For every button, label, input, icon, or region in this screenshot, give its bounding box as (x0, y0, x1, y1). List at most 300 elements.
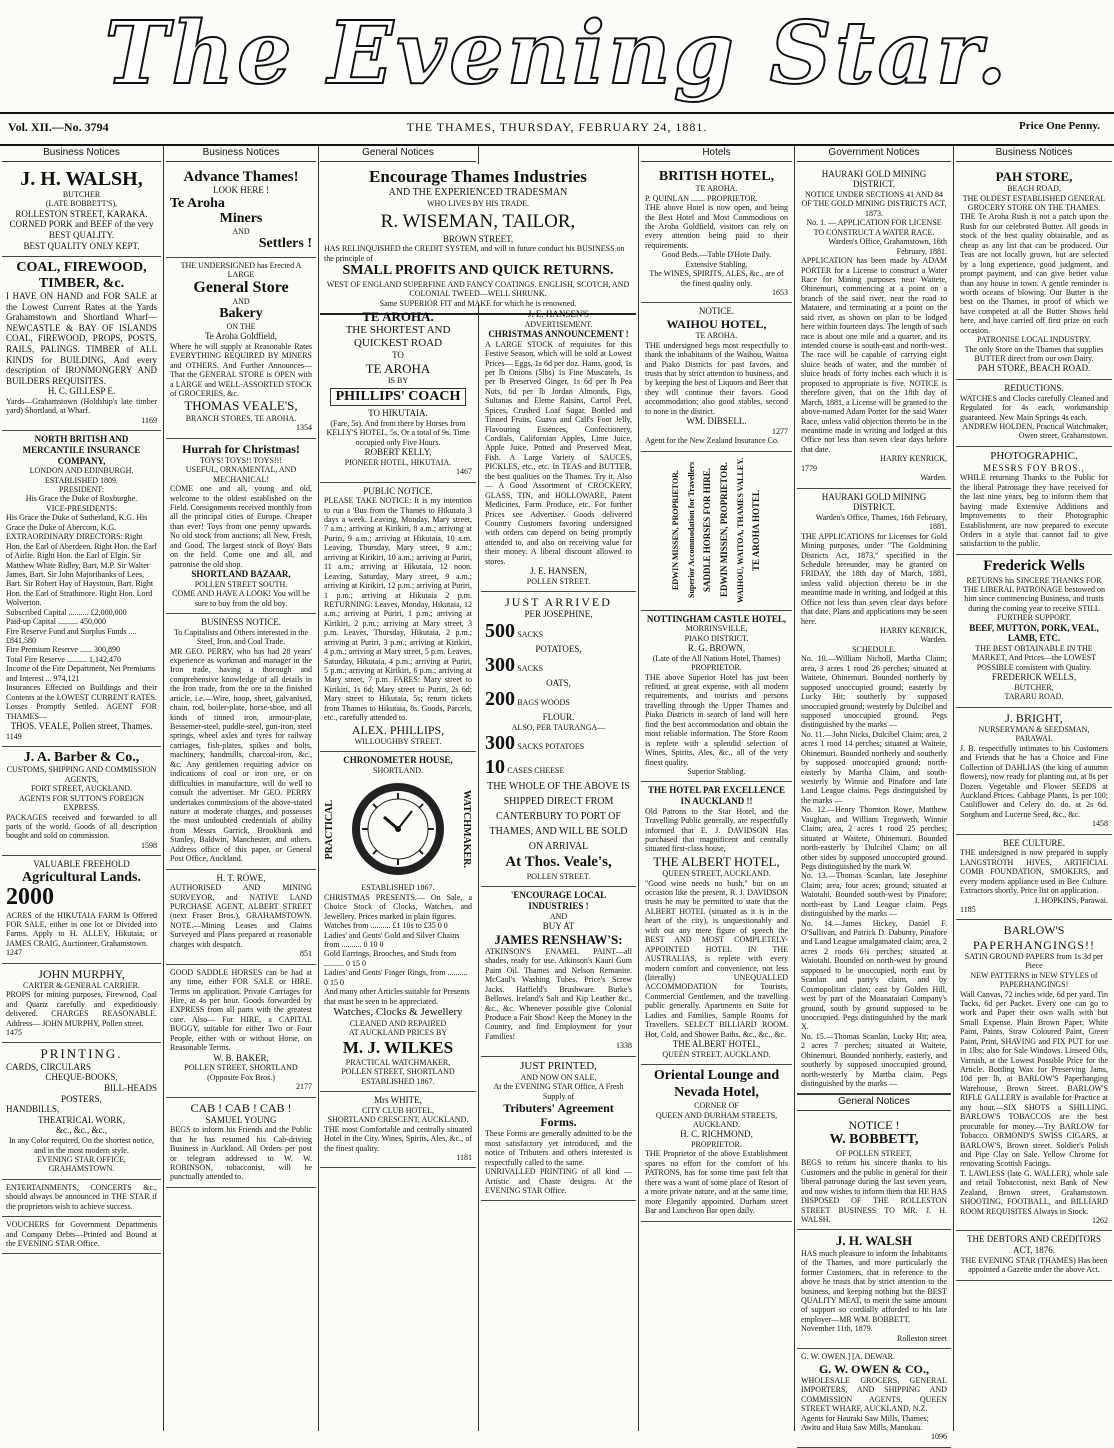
ad-body: THE most Comfortable and centrally situated Hotel in the City. Wines, Spirits, Ales, &c., of the finest quality. (324, 1124, 472, 1153)
masthead-title: The Evening Star. (104, 3, 1010, 104)
ad-signature: HARRY KENRICK, (880, 626, 947, 636)
ad-line: BUY AT (542, 920, 575, 931)
ad-title: PHOTOGRAPHIC. (990, 449, 1078, 462)
column-header: Business Notices (166, 146, 316, 162)
ad-title: Oriental Lounge and Nevada Hotel, (653, 1068, 780, 1100)
ad-line: THE SHORTEST AND (345, 324, 451, 337)
price-line: Ladies' and Gents' Gold and Silver Chains from .......... 0 10 0 (324, 930, 460, 949)
column-rule (638, 146, 639, 1431)
ad-body: THE undersigned begs most respectfully to thank the inhabitants of the Waihou, Waitoa and Piako Districts for past favors, and trusts that by strict attention to business, and by keeping the best of Liquors and Beer that they will continue their favors. Good accommodation; also good stables, second to none in the district. (645, 340, 788, 416)
ad-body: T. LAWLESS (late G. WALLER), whole sale and retail Tobacconist, next Bank of New Zealand, Brown street, Grahamstown. SHOOTING, FOOTBALL, and BILLIARD ROOM REQUISITES Always in Stock. (960, 1168, 1108, 1216)
ad-line: G. W. OWEN.] [A. DEWAR. (801, 1352, 895, 1362)
ad-line: SHORTLAND CRESCENT, AUCKLAND. (327, 1115, 469, 1125)
hansen-ad (481, 306, 636, 592)
column-7 (956, 146, 1112, 1431)
ad-signature: WM. DIBSELL. (686, 416, 747, 427)
column-rule (478, 146, 479, 1431)
column-header: General Notices (320, 146, 476, 162)
ad-line: TE AROHA. (695, 331, 738, 341)
ad-line: USEFUL, ORNAMENTAL, AND MECHANICAL! (185, 465, 297, 484)
clock-icon (348, 779, 448, 879)
ad-line: ROLLESTON STREET, KARAKA. (15, 208, 148, 219)
ad-body: MR GEO. PERRY, who has had 28 years' experience as workman and manager in the Iron trade, having a thorough and comprehensive knowledge of all details in the Iron trade, from the ore to the finished article, i.e.—Wire, hoop, sheet, galvanised, chain, rod, boiler-plate, horse-shoe, and all kinds of tinned iron, armour-plate, Bessemer-steel, puddle-steel, gun-iron, steel springs, wheel axles and tyres for railway carriages, fish-plates, spikes and bolts, machinery, handmills, charcoal-iron, &c., &c. Any gentlemen requiring advice on indications of coal or iron ore, or on difficulties in manufacture, will do well to consult the advertiser. Mr GEO. PERRY undertakes commissions of the above-stated nature at moderate charges, and possesses the most undoubted credentials of ability from Messrs Garrick, Brookbank and Stanley, Baldwin, Manchester, and others. Address office of this paper, or General Post Office, Auckland. (170, 646, 312, 864)
ad-title: J. E. HANSEN'S (527, 309, 590, 319)
ad-line: CITY CLUB HOTEL, (362, 1105, 434, 1115)
column-header: Hotels (641, 146, 792, 162)
ad-body: THE Proprietor of the above Establishment spares no effort for the comfort of his PATRONS, has for some time past felt that there was a want of some place of Resort of a more private nature, and at the same time, more Elegantly appointed. Durham street Bar and Luncheon Bar open daily. (645, 1149, 788, 1216)
ad-line: Watches, Clocks & Jewellery (333, 1006, 463, 1018)
vertical-line: WAIHOU, WAITOA, THAMES VALLEY. (735, 457, 745, 603)
ad-headline: Tributers' Agreement Forms. (503, 1101, 614, 1130)
ad-line: CLEANED AND REPAIRED (349, 1018, 447, 1028)
ad-line: HANDBILLS, (6, 1104, 60, 1115)
quantity: 300 (485, 654, 515, 677)
ad-line: SATIN GROUND PAPERS from 1s 3d per Piece (964, 951, 1104, 971)
ad-line: THEATRICAL WORK, (38, 1114, 125, 1125)
ad-line: POLLEN STREET SOUTH. (194, 579, 288, 589)
walsh-ad (2, 166, 161, 257)
ad-line: MESSRS FOY BROS., (983, 462, 1085, 473)
ad-title: J. A. Barber & Co., (23, 749, 140, 765)
ad-line: TE AROHA (365, 360, 431, 376)
ad-footer: BRANCH STORES, TE AROHA. (185, 413, 297, 423)
quantity: 10 (485, 755, 505, 778)
ad-line: WILLOUGHBY STREET. (354, 736, 442, 746)
schedule-item: No. 15.—Thomas Scanlan, Lucky Hit; area, 2 acres 7 perches; situated at Waitete, Ohinemuri. Bounded northerly, easterly, and southerly by supposed unoccupied ground, north-westerly by Martha claim. Pegs distinguished by the marks — (801, 1031, 947, 1089)
dateline (0, 112, 1114, 146)
land-ad (2, 856, 161, 963)
ad-line: AT AUCKLAND PRICES BY (348, 1028, 448, 1038)
ad-line: Settlers ! (258, 236, 312, 252)
ad-line: MORRINSVILLE, (685, 624, 748, 634)
hauraki-water-race-notice (797, 166, 951, 489)
ad-line: AND NOW ON SALE, (520, 1072, 597, 1082)
ad-number: 1262 (1092, 1216, 1108, 1226)
ad-line: CUSTOMS, SHIPPING AND COMMISSION AGENTS, (6, 765, 157, 784)
ad-title: HAURAKI GOLD MINING DISTRICT. (821, 491, 927, 513)
ad-footer: UNRIVALLED PRINTING of all kind —Artistic and Chaste designs. At the EVENING STAR Office. (485, 1167, 632, 1195)
reductions-ad (956, 380, 1112, 447)
coach-ad (320, 306, 476, 483)
quantity: 500 (485, 619, 515, 642)
unit: SACKS (517, 629, 544, 639)
ad-line: LOOK HERE ! (213, 185, 269, 196)
ad-title: NOTICE. (698, 306, 735, 317)
ad-line: TO HIKUTAIA. (368, 408, 428, 419)
ad-line: QUEEN STREET, AUCKLAND. (662, 869, 771, 879)
ad-line: At the EVENING STAR Office, A Fresh Supply of (493, 1082, 624, 1101)
unit: SACKS (517, 664, 544, 674)
schedule-item: No. 11.—John Nicks, Dulcibel Claim; area, 2 acres 1 rood 14 perches; situated at Waitete, Ohinemuri. Bounded northerly and southerly by supposed unoccupied ground; north-easterly by Martha Claim, and south-westerly by Winnie and Pinafore and late Land League claims. Pegs distinguished by the marks — (801, 729, 947, 805)
ad-line: ALSO, PER TAURANGA— (511, 722, 606, 732)
ad-line: PIAKO DISTRICT. (684, 633, 749, 643)
ad-name: R. WISEMAN, TAILOR, (380, 211, 576, 233)
price-line: Watches from .......... £1 10s to £35 0 0 (324, 921, 448, 931)
ad-line: IS BY (387, 376, 409, 386)
ad-line: VICE-PRESIDENTS: (45, 503, 118, 513)
ad-title: BEE CULTURE. (1002, 837, 1066, 848)
column-3-body (320, 306, 476, 1431)
ad-title: BUSINESS NOTICE. (200, 617, 281, 628)
ad-body: BEGS to inform his Friends and the Public that he has resumed his Cab-driving Business in Auckland. All Orders per post or telegram addressed to W. W. ROBINSON, tobacconist, will be punctually attended to. (170, 1125, 312, 1182)
ad-signature: EVENING STAR OFFICE, GRAHAMSTOWN. (37, 1154, 126, 1174)
ad-title: Mrs WHITE, (374, 1095, 422, 1106)
ad-title: G. W. OWEN & CO., (818, 1361, 929, 1376)
ad-line: PARAWAI. (1015, 734, 1053, 744)
ad-title: CAB ! CAB ! CAB ! (190, 1100, 292, 1115)
ad-number: 1277 (772, 426, 788, 436)
ad-body: A LARGE STOCK of requisites for this Festive Season, which will be sold at Lowest Prices— Eggs, 1s 6d per doz. Hams, good, 1s per lb Onions (5lbs) 1s Fine Muscatels, 1s per lb Preserved Ginger, 1s 6d per lb Pea Nuts, 6d per lb Jordan Almonds, Figs, Sultanas and Eleme Raisins, Carrol Peel, Spices, Crushed Loaf Sugar. Bottled and Tinned Fruits, Guava and Calf's Foot Jelly, Flavouring Essences, Confectionery, Cordials, Californian Apples, Lime Juice, Apple Juice, Potted and Preserved Meat, Fish. A Large Variety of SAUCES, PICKLES, etc., etc. In TEAS and BUTTER, the best qualities on the Thames. Try it. Also— A Good Assortment of CROCKERY, GLASS, TIN, and HOLLOWARE, Patent Medicines, Farm Produce, etc. For further Prices see Advertiser. Goods delivered Country Customers favoring undersigned with orders can depend on being promptly attended to, and also on receiving value for their money. A liberal discount allowed to stores. (485, 339, 632, 566)
ad-title: PAH STORE, (995, 168, 1073, 184)
ad-body: ATKINSON'S ENAMEL PAINT—all shades, ready for use. Atkinson's Kauri Gum Paint Oil. Thames and Nelson Remanite. McCaul's Washing Tubes. Price's Screw Jacks. Hatfield's Brushware. Burke's Bellows. Ireland's Salt and Kip Leather &c., &c., &c. Whenever possible give Colonial Produce a Fair Show! Keep the Money in the Country, and find Employment for your Families! (485, 946, 632, 1041)
ad-line: TOYS! TOYS!! TOYS!!! (200, 455, 282, 465)
price-line: Gold Earrings, Brooches, and Studs from .......... 0 15 0 (324, 949, 457, 968)
finance-line: Total Fire Reserve .......... 1,142,470 (6, 654, 121, 664)
vertical-line: SADDLE HORSES FOR HIRE. (702, 467, 713, 592)
ad-body: WHOLESALE GROCERS, GENERAL IMPORTERS, AND SHIPPING AND COMMISSION AGENTS, QUEEN STREET WHARF, AUCKLAND, N.Z. (801, 1375, 947, 1414)
ad-line: PATRONISE LOCAL INDUSTRY. (977, 335, 1091, 345)
ad-body: HAS much pleasure to inform the Inhabitants of the Thames, and more particularly the former Customers, that in reference to the above he trusts that by strict attention to the business, and keeping nothing but the BEST QUALITY MEAT, to merit the same amount of support so cordially afforded to his late employer—MR WM. BOBBETT. (801, 1248, 947, 1324)
ad-signature: THOS. VEALE, Pollen street, Thames. (10, 720, 153, 731)
ad-title: J. H. WALSH (835, 1233, 913, 1249)
ad-line: TO (392, 350, 404, 361)
ad-title: JUST PRINTED, (520, 1059, 597, 1072)
ad-number: 1354 (296, 423, 312, 433)
ad-line: NEW PATTERNS in NEW STYLES of PAPERHANGINGS! (970, 970, 1098, 990)
ad-line: QUEEN AND DURHAM STREETS, AUCKLAND. (655, 1110, 778, 1129)
ad-footer: Yards—Grahamstown (Holdship's late timber yard) Shortland, at Wharf. (6, 396, 157, 416)
foy-bros-ad (956, 447, 1112, 555)
vertical-line: Superior Accommodation for Travellers (686, 461, 696, 598)
ad-title: JUST ARRIVED (505, 595, 612, 610)
ad-line: H. C. RICHMOND, (680, 1129, 753, 1140)
ad-body: THE APPLICATIONS for Licenses for Gold Mining purposes, under "The Goldmining Districts Act, 1873," specified in the Schedule hereunder, may be granted on FRIDAY, the 18th day of March, 1881, unless valid objection thereto be in the meantime made in writing, and lodged at this Office not less than seven clear days before that date. Plans and applications may be seen here. (801, 531, 947, 626)
ad-title: CHRONOMETER HOUSE, (343, 755, 453, 766)
quantity: 300 (485, 732, 515, 755)
just-printed-ad (481, 1057, 636, 1202)
ad-line: AND THE EXPERIENCED TRADESMAN (388, 187, 568, 199)
british-hotel-ad (641, 166, 792, 304)
ad-body: THE WHOLE OF THE ABOVE IS SHIPPED DIRECT FROM CANTERBURY TO PORT OF THAMES, AND WILL BE SOLD ON ARRIVAL (487, 781, 630, 853)
ad-number: 1169 (141, 415, 157, 425)
ad-body: Old Patrons to the Star Hotel, and the Travelling Public generally, are respectfully informed that E. J. DAVIDSON Has purchased that magnificent and centrally situated first-class house, (645, 806, 788, 854)
ad-line: VALUABLE FREEHOLD (33, 859, 130, 870)
ad-title: REDUCTIONS. (1004, 383, 1064, 394)
schedule-item: No. 14.—James Hickey, Daniel F. O'Sullivan, and Patrick D. Dabunty, Pinafore and Land League amalgamated claim; area, 2 acres 2 roods 6¾ perches; situated at Waiotahi. Bounded on north-west by ground supposed to be unoccupied, north east by Scanlan and party's claim, and by Cosmopolitan claim; east by Golden Hill, west by part of the Moanataiari Company's ground, south by ground supposed to be unoccupied. Pegs distinguished by the mark X. (801, 918, 947, 1032)
ad-title: Hurrah for Christmas! (182, 441, 300, 456)
ad-number: 851 (300, 949, 312, 959)
ad-line: Agent for the New Zealand Insurance Co. (645, 436, 779, 446)
ad-line: BROWN STREET, (442, 233, 514, 244)
ad-line: R. G. BROWN, (687, 643, 746, 654)
ad-title: J. BRIGHT, (1005, 710, 1063, 725)
ad-line: P. QUINLAN ....... PROPRIETOR. (645, 193, 758, 203)
column-header: General Notices (797, 1094, 951, 1111)
ad-body: BEGS to return his sincere thanks to his Customers and the public in general for their liberal patronage during the last seven years, and now wishes to inform them that HE HAS DISPOSED OF THE ROLLESTON STREET BUSINESS TO MR. J. H. WALSH. (801, 1158, 947, 1225)
ad-body: ENTERTAINMENTS, CONCERTS &c., should always be announced in THE STAR if the proprietors wish to achieve success. (6, 1182, 157, 1211)
ad-signature: W. B. BAKER, (213, 1052, 269, 1063)
ad-title: J. H. WALSH, (20, 167, 143, 190)
ad-body: THE above Hotel is now open, and being the Best Hotel and Most Commodious on the Aroha Goldfield, visitors can rely on every attention being paid to their requirements. (645, 203, 788, 250)
ad-line: Warden. (920, 635, 947, 645)
ad-signature: FREDERICK WELLS, (991, 672, 1077, 683)
ad-line: PER JOSEPHINE, (524, 609, 593, 620)
ad-body: RETURNS his SINCERE THANKS FOR THE LIBERAL PATRONAGE bestowed on him since commencing Business, and trusts during the coming year to receive STILL FURTHER SUPPORT. (962, 575, 1106, 623)
ad-line: Superior Stabling. (687, 766, 746, 776)
ad-body: THE above Superior Hotel has just been refitted, at great expense, with all modern requirements, and tourists and persons travelling through the Upper Thames and Piako Districts in search of land will here find the best accommodation and obtain the most reliable information. The Store Room is replete with a splendid selection of Wines, Spirits, Ales, &c., all of the very finest quality. (645, 672, 788, 767)
albert-hotel-ad (641, 782, 792, 1065)
ad-line: SAMUEL YOUNG (205, 1114, 277, 1125)
ad-line: TE AROHA. (695, 184, 738, 194)
ad-title: JOHN MURPHY, (38, 966, 125, 981)
ad-signature: At Thos. Veale's, (505, 854, 612, 871)
ad-line: Warden's Office, Thames, 16th February, 1881. (815, 512, 947, 532)
ad-line: WEST OF ENGLAND SUPERFINE AND FANCY COATINGS. ENGLISH, SCOTCH, AND COLONIAL TWEED—WELL SHRUNK. (326, 279, 630, 299)
ad-line: AND (232, 296, 250, 306)
ad-line: CHEQUE-BOOKS, (45, 1072, 118, 1083)
column-2 (166, 146, 316, 1431)
ad-line: ESTABLISHED 1867. (361, 1076, 435, 1086)
ad-line: NOTICE UNDER SECTIONS 41 AND 84 OF THE GOLD MINING DISTRICTS ACT, 1873. (801, 190, 947, 218)
column-rule (953, 146, 954, 1431)
ad-number: 1338 (616, 1041, 632, 1051)
vertical-line: EDWIN MISSEN, PROPRIETOR. (671, 469, 681, 590)
ad-signature: I. HOPKINS, Parawai. (1034, 895, 1108, 905)
ad-title: NOTTINGHAM CASTLE HOTEL, (646, 613, 787, 624)
ad-name: JAMES RENSHAW'S: (494, 931, 623, 947)
ad-line: TARARU ROAD. (1004, 692, 1064, 702)
ad-signature: PAH STORE, BEACH ROAD. (977, 363, 1091, 374)
ad-title: HAURAKI GOLD MINING DISTRICT. (821, 168, 927, 190)
column-rule (318, 146, 319, 1431)
unit: BAGS WOODS (517, 698, 570, 708)
ad-line: The WINES, SPIRITS, ALES, &c., are of the finest quality only. (649, 269, 784, 288)
ad-line: BUTCHER, (1014, 682, 1054, 692)
ad-title: Frederick Wells (983, 557, 1085, 574)
ad-body: GOOD SADDLE HORSES can be had at any time, either FOR SALE or HIRE. Terms on application. Private Carriages for Hire, at 4s per hour. Goods forwarded by EXPRESS from all parts with the greatest care. Also— For HIRE, a CAPITAL BUGGY, suitable for either Two or Four People, either with or without Horse, on Reasonable Terms. (170, 967, 312, 1053)
coal-ad (2, 257, 161, 431)
ad-line: SHORTLAND. (373, 765, 423, 775)
ad-line: ADVERTISEMENT. (524, 319, 593, 329)
ad-body: WATCHES and Clocks carefully Cleaned and Regulated for 4s each, workmanship guaranteed. New Main Springs 4s each. (960, 393, 1108, 422)
ad-line: Good Beds.—Table D'Hote Daily. (661, 250, 772, 260)
ad-number: 1653 (772, 288, 788, 297)
ad-footer: Insurances Effected on Buildings and their Contents at the LOWEST CURRENT RATES. Losses Promptly Settled. AGENT FOR THAMES— (6, 683, 157, 721)
ad-line: Extensive Stabling. (685, 259, 748, 269)
bee-culture-ad (956, 835, 1112, 921)
ad-body: Where he will supply at Reasonable Rates EVERYTHING REQUIRED BY MINERS and OTHERS. And Further Announces—That the GENERAL STORE is OPEN with a LARGE and WELL-ASSORTED STOCK of GROCERIES, &c. (170, 341, 312, 399)
ad-line: &c., &c., &c., (56, 1125, 107, 1136)
murphy-ad (2, 964, 161, 1044)
bright-ad (956, 708, 1112, 835)
ad-line: CHRISTMAS ANNOUNCEMENT ! (488, 329, 629, 340)
column-6 (797, 146, 951, 1442)
ad-line: POLLEN STREET, SHORTLAND (184, 1063, 298, 1073)
ad-line: No. 1. — APPLICATION FOR LICENSE TO CONSTRUCT A WATER RACE. (806, 218, 942, 237)
ad-number: 1598 (141, 840, 157, 850)
ad-title: PUBLIC NOTICE. (363, 485, 433, 496)
ad-title: BRITISH HOTEL, (658, 168, 775, 184)
barber-ad (2, 747, 161, 856)
waihou-hotel-ad (641, 303, 792, 451)
ad-number: 1247 (6, 948, 22, 958)
entertainments-notice (2, 1180, 161, 1217)
ad-title: PRINTING. (40, 1046, 123, 1062)
wiseman-ad (320, 164, 636, 308)
ad-body: VOUCHERS for Government Departments and Company Debts—Printed and Bound at the EVENING STAR Office. (6, 1220, 157, 1248)
clock-side-label: WATCHMAKER. (461, 790, 472, 869)
ad-body: ACRES of the HIKUTAIA FARM Is Offered FOR SALE, either in one lot or Divided into Farms. Apply to H. ALLEY, Hikutaia; or JAMES CRAIG, Auctioneer, Grahamstown. (6, 910, 157, 948)
ad-body: COME one and all, young and old, welcome to the oldest established on the Field. Consignments received monthly from all the principal cities of Europe. Cheaper than ever! Toys from one penny upwards. No old stock from auctions; all New, Fresh, and Good. The largest stock of Boys' Bats on the field. Come one and all, and patronise the old shop. (170, 484, 312, 569)
vertical-line: TE AROHA HOTEL (750, 489, 761, 571)
ad-number: 1779 (801, 463, 817, 473)
walsh-notice (797, 1230, 951, 1349)
bobbett-notice (797, 1115, 951, 1230)
frederick-wells-ad (956, 555, 1112, 708)
issue-date: THE THAMES, THURSDAY, FEBRUARY 24, 1881. (406, 120, 708, 134)
ad-body: THE UNDERSIGNED has Erected A LARGE (180, 260, 302, 279)
ad-title: Encourage Thames Industries (369, 167, 587, 186)
ad-line: AND (549, 911, 568, 921)
white-ad (320, 1092, 476, 1168)
ad-body: AUTHORISED AND MINING SURVEYOR, and NATIVE LAND PURCHASE AGENT, ALBERT STREET (next Fraser Bros.), GRAHAMSTOWN. NOTE.—Mining Leases and Claims Surveyed and Plans prepared at reasonable charges with despatch. (170, 883, 312, 949)
rowe-ad (166, 870, 316, 965)
column-1 (2, 146, 161, 1431)
ad-line: BEACH ROAD, (1007, 184, 1061, 194)
ad-title: THE HOTEL PAR EXCELLENCE IN AUCKLAND !! (647, 785, 786, 807)
ad-line: (Opposite Fox Bros.) (207, 1072, 275, 1082)
ad-line: Same SUPERIOR FIT and MAKE for which he is renowned. (379, 298, 577, 308)
ad-name: M. J. WILKES (342, 1037, 454, 1057)
ad-line: (LATE BOBBETT'S), (45, 199, 118, 209)
ad-line: To Capitalists and Others interested in the Steel, Iron, and Coal Trade. (173, 627, 309, 647)
renshaw-ad (481, 887, 636, 1056)
ad-body: PLEASE TAKE NOTICE: It is my intention to run a 'Bus from the Thames to Hikutaia 3 days a week. Leaving, Monday, Mary street, 7 a.m.; arriving at Kirikiri, 8 a.m.; arriving at Puriri, 9 a.m.; arriving at Hikutaia, 10 a.m. Leaving, Thursday, Mary street, 9 a.m.; arriving at Kirikiri, 10 a.m.; arriving at Puriri, 11 a.m.; arriving at Hikutaia, 12 noon. Leaving, Saturday, Mary street, 9 a.m.; arriving at Kirikiri, 12 p.m.; arriving at Puriri, 1 p.m.; arriving at Hikutaia 2 p.m. RETURNING: Leaves, Monday, Hikutaia, 12 a.m.; arriving at Puriri, 1 p.m.; arriving at Kirikiri, 2 p.m.; arriving at Mary street, 3 p.m. Leaves, Thursday, Hikutaia, 2 p.m.; arriving at Puriri, 3 p.m.; arriving at Kirikiri, 4 p.m.; arriving at Mary street, 5 p.m. Leaves, Saturday, Hikutaia, 4 p.m.; arriving at Puriri, 5 p.m.; arriving at Kirikiri, 6 p.m.; arriving at Mary street, 7 p.m. FARES: Mary street to Kirikiri, 1s 6d; Mary street to Puriri, 2s 6d; Mary street to Hikutaia, 5s; return tickets from Thames to Hikutaia, 8s. Goods, Parcels, etc., carefully attended to. (324, 496, 472, 723)
item: POTATOES, (535, 643, 582, 654)
ad-number: 1475 (6, 1028, 22, 1038)
ad-line: PRACTICAL WATCHMAKER, (345, 1057, 451, 1067)
ad-line: BEST QUALITY ONLY KEPT. (23, 240, 140, 251)
just-arrived-ad (481, 592, 636, 887)
debtors-notice (956, 1231, 1112, 1280)
clock-side-label: PRACTICAL (324, 799, 335, 860)
unit: CASES CHEESE (507, 765, 565, 775)
finance-line: Paid-up Capital .......... 450,000 (6, 617, 106, 627)
item: OATS, (546, 677, 571, 688)
ad-number: 2177 (296, 1082, 312, 1092)
unit: SACKS POTATOES (517, 742, 585, 752)
ad-line: OF POLLEN STREET, (836, 1148, 912, 1158)
oriental-lounge-ad (641, 1065, 792, 1221)
price: Price One Penny. (1019, 120, 1100, 132)
ad-number: 1149 (6, 731, 22, 741)
ad-line: PRESIDENT: (59, 485, 104, 494)
ad-line: AGENTS FOR SUTTON'S FOREIGN EXPRESS. (18, 793, 145, 813)
ad-line: THE OLDEST ESTABLISHED GENERAL GROCERY STORE ON THE THAMES. (962, 193, 1106, 212)
north-british-ad (2, 431, 161, 747)
ad-body: WHILE returning Thanks to the Public for the liberal Patronage they have received for the last nine years, beg to inform them that having made Extensive Additions and Improvements to their Photographic Establishment, are now prepared to execute Orders in a style that cannot fail to give satisfaction to the public. (960, 473, 1108, 549)
quantity: 200 (485, 688, 515, 711)
ad-title: NOTICE ! (848, 1118, 900, 1133)
ad-body: PROPS for mining purposes, Firewood, Coal and Quartz carefully and expeditiously delivered. CHARGES REASONABLE. Address— JOHN MURPHY, Pollen street. (6, 990, 157, 1028)
price-line: Ladies' and Gents' Finger Rings, from .......... 0 15 0 (324, 968, 468, 987)
ad-body: "Good wine needs no bush," but on an occasion like the present, R. J. DAVIDSON trusts he may be permitted to state that the ALBERT HOTEL (situated as it is in the heart of the city), is unquestionably and with out any mere figure of speech the BEST AND MOST COMPLETELY-APPOINTED HOTEL IN THE AUSTRALIAS, is replete with every modern comfort and convenience, not less (literally) UNEQUALLED ACCOMMODATION for Tourists, Commercial Gentlemen, and the travelling public generally. Apartments en Suite for Ladies and Families, Sample Rooms for Travellers. SELECT BILLIARD ROOM. Hot, Cold, and Shower Baths, &c., &c., &c. (645, 878, 788, 1039)
ad-line: BEEF, MUTTON, PORK, VEAL, LAMB, ETC. (969, 622, 1099, 644)
printing-ad (2, 1043, 161, 1179)
general-store-ad (166, 258, 316, 439)
ad-line: CARTER & GENERAL CARRIER. (22, 980, 140, 990)
ad-title: Agricultural Lands. (21, 869, 141, 885)
ad-name: THE ALBERT HOTEL, (653, 853, 780, 869)
ad-line: CORNER OF (694, 1101, 739, 1111)
ad-title: THE DEBTORS AND CREDITORS ACT, 1876. (967, 1234, 1101, 1256)
ad-body: J. B. respectfully intimates to his Customers and Friends that he has a Choice and Fine Collection of DAHLIAS (the king of autumn flowers), now ready for planting out, at 8s per Dozen. Vegetable and Flower SEEDS at Auckland Prices. Cabbage Plants, 1s per 100; Cauliflower and Celery do. do. at 2s 6d. Sorghum and Lucerne Seed, &c., &c. (960, 743, 1108, 819)
ad-line: QUICKEST ROAD (353, 337, 443, 350)
ad-headline: SMALL PROFITS AND QUICK RETURNS. (342, 263, 614, 279)
ad-title: TE AROHA. (362, 309, 434, 324)
ad-line: FORT STREET, AUCKLAND. (30, 784, 132, 794)
ad-signature: THE ALBERT HOTEL, (672, 1039, 761, 1050)
column-rule (794, 146, 795, 1431)
ad-signature: ROBERT KELLY, (364, 447, 432, 458)
ad-footer: Agents for Hauraki Saw Mills, Thames; Awitu and Huia Saw Mills, Manukau. (801, 1413, 929, 1432)
public-notice (320, 483, 476, 753)
ad-line: BUTCHER (62, 189, 101, 199)
column-header: Government Notices (797, 146, 951, 162)
ad-body: His Grace the Duke of Sutherland, K.G. His Grace the Duke of Abercorn, K.G. EXTRAORDINARY DIRECTORS: Right Hon. the Earl of Aberdeen. Right Hon. the Earl of Airlie. Right Hon. the Earl of Elgin. Sir Matthew White Ridley, Bart, M.P. Sir Walter James, Bart. Sir John Majoribanks of Lees, Bart. Sir Robert Hay of Haystoun, Bart. Right Hon. the Earl of Strathmore. Right Hon. Lord Wolverton. (6, 513, 157, 608)
hurrah-ad (166, 439, 316, 614)
barlow-ad (956, 920, 1112, 1231)
ad-line: Miners (219, 211, 263, 227)
ad-line: November 11th, 1879. (801, 1324, 873, 1334)
finance-line: Subscribed Capital .......... £2,000,000 (6, 607, 127, 617)
finance-line: Fire Premium Reserve ...... 300,890 (6, 645, 120, 655)
ad-signature: H. C. GILLESP E. (47, 386, 116, 397)
column-5 (641, 146, 792, 1431)
cab-ad (166, 1098, 316, 1188)
ad-signature: ANDREW HOLDEN, Practical Watchmaker, Owen street, Grahamstown. (962, 421, 1108, 441)
volume-number: Vol. XII.—No. 3794 (8, 120, 109, 134)
ad-line: Warden's Office, Grahamstown, 16th February, 1881. (828, 237, 947, 256)
ad-title: General Store (193, 279, 289, 297)
ad-line: ESTABLISHED 1809. (44, 475, 119, 485)
ad-line: Warden. (920, 473, 947, 483)
ad-big-number: 2000 (6, 884, 54, 911)
ad-line: POLLEN STREET. (526, 871, 591, 881)
vouchers-notice (2, 1217, 161, 1254)
ad-body: In any Color required, On the shortest notice, and in the most modern style. (8, 1136, 155, 1155)
ad-body: THE EVENING STAR (THAMES) Has been appointed a Gazette under the above Act. (960, 1255, 1108, 1275)
masthead (0, 0, 1114, 108)
ad-signature: ALEX. PHILLIPS, (351, 722, 445, 737)
ad-body: These Forms are generally admitted to be the most satisfactory yet introduced, and the notice of Tributers and others interested is respectfully called to the same. (485, 1129, 632, 1167)
ad-name: W. BOBBETT, (829, 1132, 919, 1148)
column-header: Business Notices (956, 146, 1112, 162)
ad-line: COME AND HAVE A LOOK! You will be sure to buy from the old boy. (172, 589, 310, 608)
ad-number: 1458 (1092, 819, 1108, 829)
ad-line: THE BEST OBTAINABLE IN THE MARKET, And Prices—the LOWEST POSSIBLE consistent with Quality. (971, 644, 1097, 672)
baker-ad (166, 965, 316, 1098)
ad-body: THE undersigned is now prepared to supply LANGSTROTH HIVES, ARTIFICIAL COMB FOUNDATION, SMOKERS, and every modern appliance used in Bee Culture. Extractors shortly. Price list on application. (960, 848, 1108, 896)
pah-store-ad (956, 166, 1112, 380)
ad-line: Bakery (219, 306, 263, 322)
ad-title: Advance Thames! (183, 168, 299, 185)
ad-number: 1185 (960, 905, 976, 915)
ad-title: 'ENCOURAGE LOCAL INDUSTRIES ! (510, 890, 607, 911)
ad-body: PACKAGES received and forwarded to all parts of the world. Goods of all description bought and sold on commission. (6, 812, 157, 841)
ad-line: The only Store on the Thames that supplies BUTTER direct from our own Dairy. (964, 344, 1104, 363)
ad-number: 1181 (456, 1153, 472, 1162)
